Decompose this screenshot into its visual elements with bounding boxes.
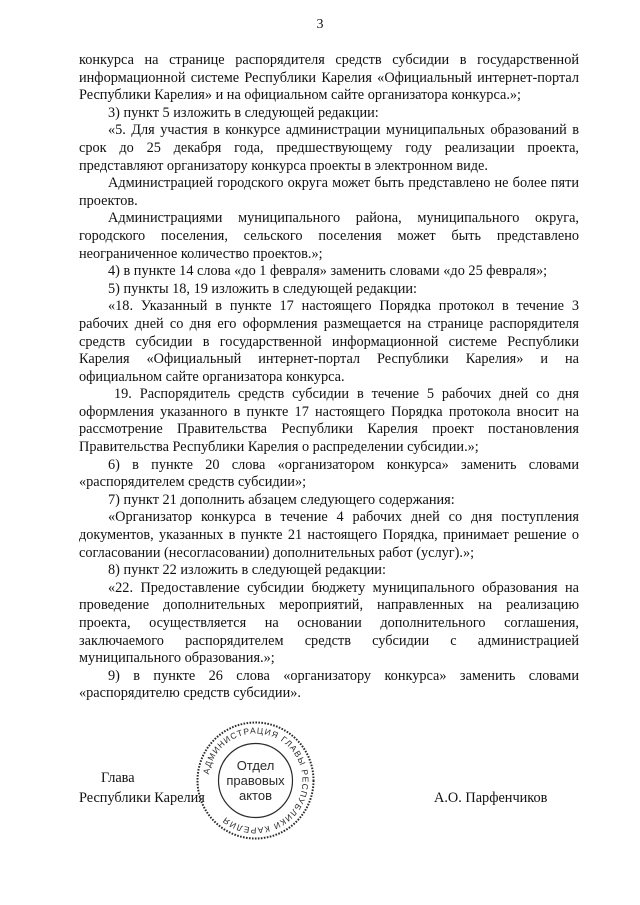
paragraph: 8) пункт 22 изложить в следующей редакции: [108, 562, 386, 579]
stamp-line-3: актов [238, 788, 273, 803]
paragraph: 19. Распорядитель средств субсидии в течение 5 рабочих дней со дня оформления указанного в пункте 17 настоящего Порядка протокола вносит на рассмотрение Правительства Республики Карелия проект постановления Правительства Республики Карелия о распределении субсидии.»; [79, 386, 579, 456]
round-stamp [193, 718, 318, 843]
paragraph: «22. Предоставление субсидии бюджету муниципального образования на проведение дополнительных мероприятий, направленных на реализацию проекта, осуществляется на основании дополнительного соглашения, заключаемого распорядителем средств субсидии с администрацией муниципального образования.»; [79, 579, 579, 667]
stamp-line-1: Отдел [236, 758, 275, 773]
paragraph: Администрацией городского округа может быть представлено не более пяти проектов. [79, 175, 579, 209]
document-body [79, 52, 579, 703]
paragraph: 6) в пункте 20 слова «организатором конкурса» заменить словами «распорядителем средств субсидии»; [79, 456, 579, 491]
paragraph: «18. Указанный в пункте 17 настоящего Порядка протокол в течение 3 рабочих дней со дня его оформления размещается на странице распорядителя средств субсидии в государственной информационной системе Республики Карелия «Официальный интернет-портал Республики Карелия» и на официальном сайте организатора конкурса. [79, 298, 579, 385]
signature-region: Республики Карелия [79, 790, 205, 806]
stamp-ring-text: АДМИНИСТРАЦИЯ ГЛАВЫ РЕСПУБЛИКИ КАРЕЛИЯ [200, 725, 311, 836]
paragraph: конкурса на странице распорядителя средств субсидии в государственной информационной системе Республики Карелия «Официальный интернет-портал Республики Карелия» и на официальном сайте организатора конкурса.»; [79, 52, 579, 104]
signature-name: А.О. Парфенчиков [434, 790, 548, 806]
paragraph: «5. Для участия в конкурсе администрации муниципальных образований в срок до 25 декабря года, предшествующему году реализации проекта, представляют организатору конкурса проекты в электронном виде. [79, 122, 579, 174]
paragraph: 3) пункт 5 изложить в следующей редакции: [108, 104, 379, 121]
paragraph: Администрациями муниципального района, муниципального округа, городского поселения, сельского поселения может быть представлено неограниченное количество проектов.»; [79, 210, 579, 262]
paragraph: 9) в пункте 26 слова «организатору конкурса» заменить словами «распорядителю средств субсидии». [79, 667, 579, 702]
paragraph: 5) пункты 18, 19 изложить в следующей редакции: [108, 280, 417, 297]
paragraph: «Организатор конкурса в течение 4 рабочих дней со дня поступления документов, указанных в пункте 21 настоящего Порядка, принимает решение о согласовании (несогласовании) дополнительных работ (услуг).»; [79, 509, 579, 561]
paragraph: 7) пункт 21 дополнить абзацем следующего содержания: [108, 491, 455, 508]
stamp-line-2: правовых [226, 773, 285, 788]
paragraph: 4) в пункте 14 слова «до 1 февраля» заменить словами «до 25 февраля»; [108, 263, 548, 280]
page-number: 3 [316, 17, 324, 32]
signature-title: Глава [101, 770, 135, 786]
